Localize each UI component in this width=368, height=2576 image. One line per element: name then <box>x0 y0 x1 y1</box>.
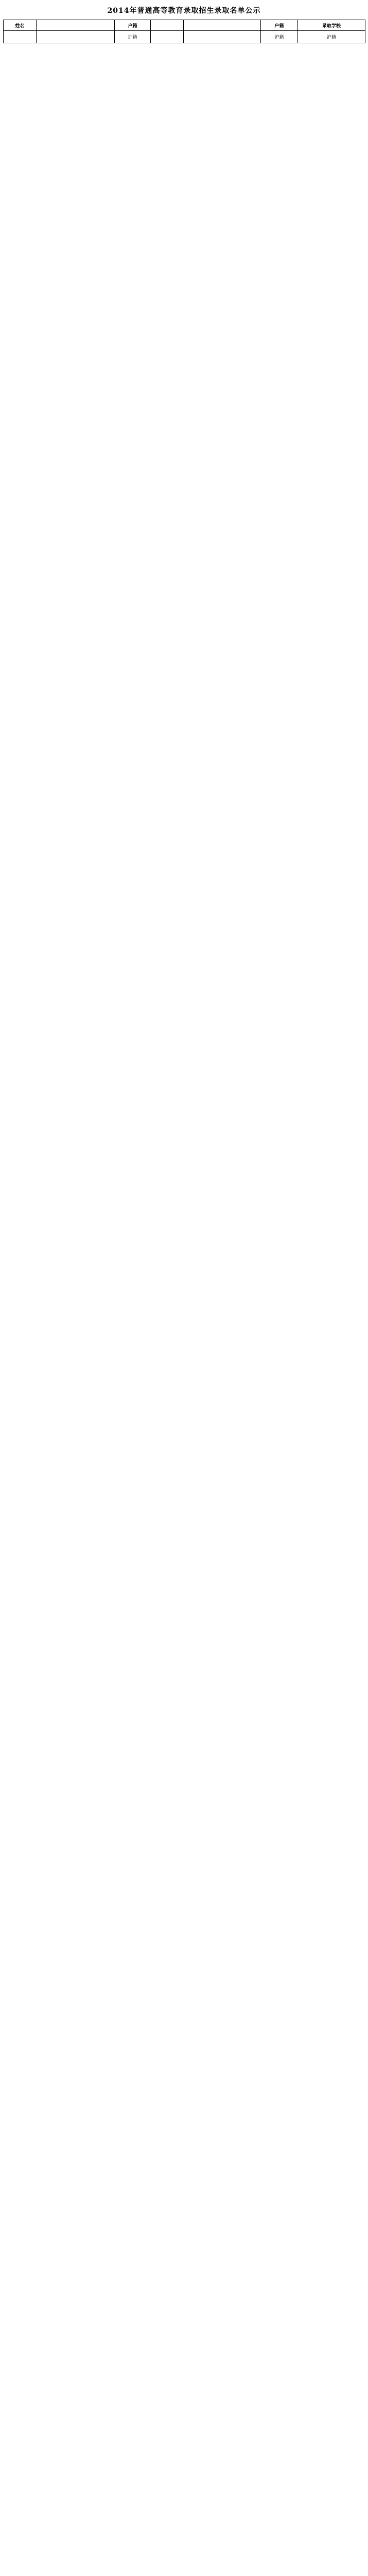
header-hukou: 户籍 <box>115 20 151 31</box>
table-body <box>4 31 365 43</box>
cell-hukou: 沪籍 <box>115 31 151 43</box>
cell-guardian-name <box>151 31 184 43</box>
page-title: 2014年普通高等教育录取招生录取名单公示 <box>107 7 261 15</box>
header-id-number <box>37 20 115 31</box>
header-name: 姓名 <box>4 20 37 31</box>
header-enroll-zone: 录取学校 <box>298 20 365 31</box>
cell-enroll-zone: 沪籍 <box>298 31 365 43</box>
header-guardian-id <box>184 20 261 31</box>
header-guardian-name <box>151 20 184 31</box>
table-header-row <box>4 20 365 31</box>
header-guardian-hukou: 户籍 <box>261 20 298 31</box>
roster-table <box>3 20 365 43</box>
cell-name <box>4 31 37 43</box>
cell-id-number <box>37 31 115 43</box>
table-row <box>4 31 365 43</box>
cell-guardian-id <box>184 31 261 43</box>
cell-guardian-hukou: 沪籍 <box>261 31 298 43</box>
